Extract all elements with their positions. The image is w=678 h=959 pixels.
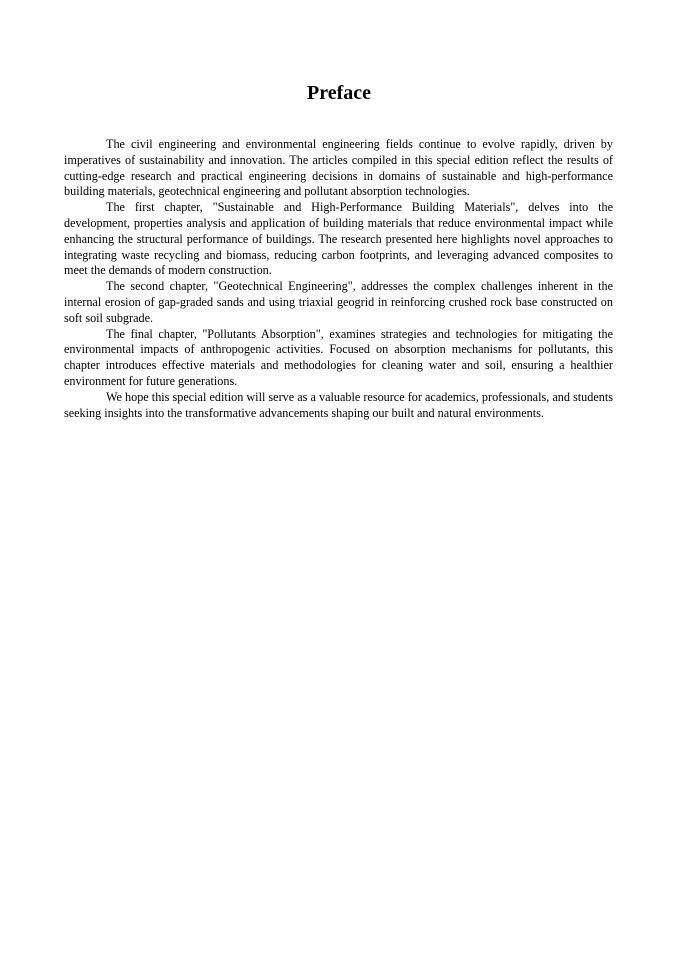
paragraph-chapter-one: The first chapter, "Sustainable and High-Performance Building Materials", delves into the development, properties analysis and application of building materials that reduce environmental impact while enhancing the structural performance of buildings. The research presented here highlights novel approaches to integrating waste recycling and biomass, reducing carbon footprints, and leveraging advanced composites to meet the demands of modern construction.	[64, 200, 613, 278]
paragraph-chapter-three: The final chapter, "Pollutants Absorption", examines strategies and technologies for mitigating the environmental impacts of anthropogenic activities. Focused on absorption mechanisms for pollutants, this chapter introduces effective materials and methodologies for cleaning water and soil, ensuring a healthier environment for future generations.	[64, 326, 613, 388]
preface-body	[64, 137, 613, 421]
paragraph-closing: We hope this special edition will serve as a valuable resource for academics, professionals, and students seeking insights into the transformative advancements shaping our built and natural environments.	[64, 389, 613, 420]
paragraph-intro: The civil engineering and environmental engineering fields continue to evolve rapidly, driven by imperatives of sustainability and innovation. The articles compiled in this special edition reflect the results of cutting-edge research and practical engineering decisions in domains of sustainable and high-performance building materials, geotechnical engineering and pollutant absorption technologies.	[64, 137, 613, 199]
paragraph-chapter-two: The second chapter, "Geotechnical Engineering", addresses the complex challenges inherent in the internal erosion of gap-graded sands and using triaxial geogrid in reinforcing crushed rock base constructed on soft soil subgrade.	[64, 279, 613, 325]
page-title: Preface	[306, 82, 372, 104]
